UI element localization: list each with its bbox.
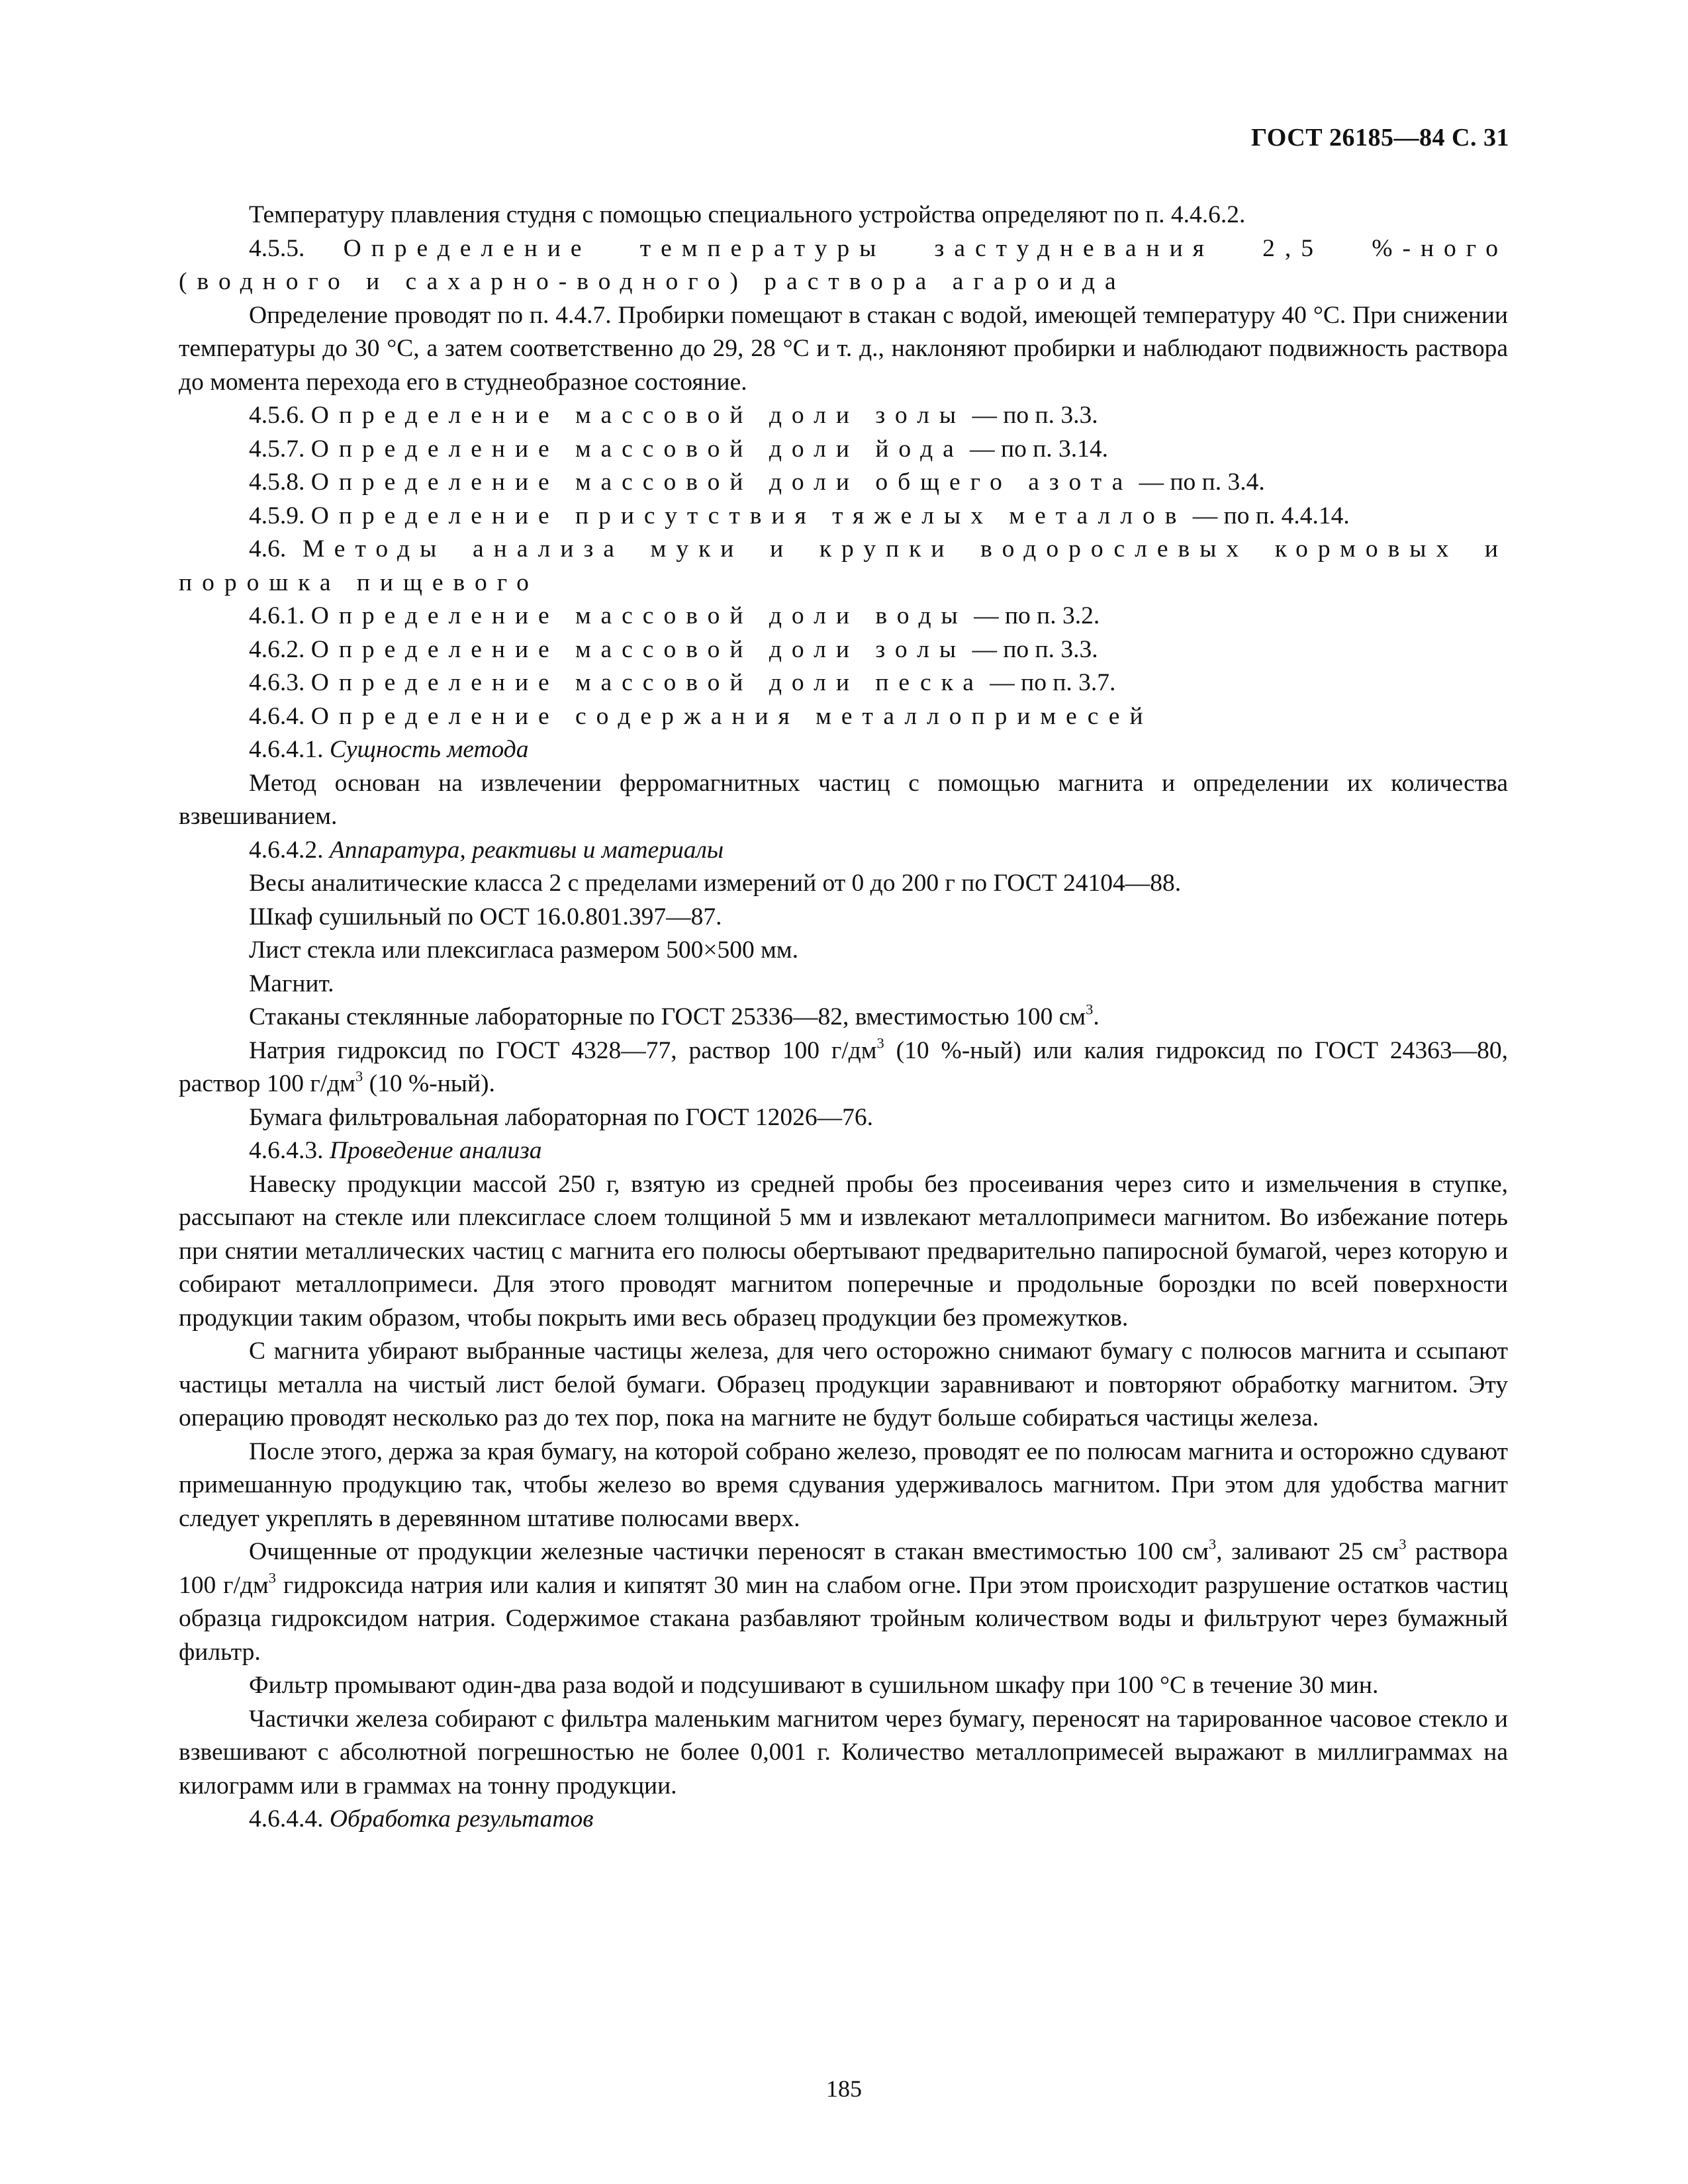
section-reference: — по п. 3.4. <box>1133 469 1265 496</box>
section-reference: — по п. 3.7. <box>983 669 1116 696</box>
section-reference: — по п. 3.14. <box>963 435 1109 463</box>
paragraph: Фильтр промывают один-два раза водой и подсушивают в сушильном шкафу при 100 °С в течение 30 мин. <box>249 1672 1379 1699</box>
subsection-number: 4.6.4.3. <box>249 1137 330 1164</box>
subsection-heading <box>179 834 1508 868</box>
paragraph: Метод основан на извлечении ферромагнитных частиц с помощью магнита и определении их количества взвешиванием. <box>179 769 1508 830</box>
section-title: Определение массовой доли золы <box>310 635 966 663</box>
subsection-heading <box>179 733 1508 767</box>
paragraph: Шкаф сушильный по ОСТ 16.0.801.397—87. <box>249 903 722 931</box>
subsection-number: 4.6.4.1. <box>249 736 330 763</box>
section-heading <box>179 500 1508 533</box>
section-title: Определение массовой доли йода <box>310 435 964 463</box>
section-heading <box>179 700 1508 734</box>
section-number: 4.6.1. <box>249 602 311 629</box>
section-number: 4.6.4. <box>249 702 311 730</box>
paragraph: Стаканы стеклянные лабораторные по ГОСТ 25336—82, вместимостью 100 $см^3$. <box>249 1001 1100 1030</box>
section-title: Определение массовой доли воды <box>310 602 968 629</box>
section-number: 4.6.2. <box>249 635 311 663</box>
section-number: 4.5.5. <box>249 234 344 262</box>
section-reference: — по п. 3.3. <box>966 402 1098 429</box>
paragraph: Натрия гидроксид по ГОСТ 4328—77, раствор 100 $г/дм^3$ (10 %-ный) или калия гидроксид по ГОСТ 24363—80, раствор 100 $г/дм^3$ (10 %-ный). <box>179 1034 1508 1097</box>
page-number: 185 <box>826 2075 862 2102</box>
subsection-title: Проведение анализа <box>329 1137 542 1164</box>
section-heading <box>179 466 1508 500</box>
paragraph: Температуру плавления студня с помощью специального устройства определяют по п. 4.4.6.2. <box>249 201 1246 228</box>
subsection-title: Сущность метода <box>329 736 529 763</box>
subsection-number: 4.6.4.4. <box>249 1805 330 1833</box>
section-reference: — по п. 4.4.14. <box>1186 502 1350 529</box>
section-heading <box>179 399 1508 433</box>
subsection-heading <box>179 1803 1508 1837</box>
section-title: Определение температуры застудневания 2,5 %-ного (водного и сахарно-водного) раствора агароида <box>179 234 1509 295</box>
section-reference: — по п. 3.3. <box>966 635 1098 663</box>
section-title: Определение массовой доли песка <box>310 669 984 696</box>
subsection-title: Обработка результатов <box>329 1805 594 1833</box>
section-heading <box>179 533 1508 600</box>
document-body <box>179 199 1508 1837</box>
section-number: 4.6.3. <box>249 669 311 696</box>
section-title: Определение массовой доли золы <box>310 402 966 429</box>
paragraph: С магнита убирают выбранные частицы железа, для чего осторожно снимают бумагу с полюсов магнита и ссыпают частицы металла на чистый лист белой бумаги. Образец продукции заравнивают и повторяют обработку магнитом. Эту операцию проводят несколько раз до тех пор, пока на магните не будут больше собираться частицы железа. <box>179 1338 1508 1432</box>
section-number: 4.5.8. <box>249 469 311 496</box>
section-number: 4.5.9. <box>249 502 311 529</box>
section-number: 4.5.7. <box>249 435 311 463</box>
subsection-title: Аппаратура, реактивы и материалы <box>329 836 724 864</box>
paragraph: Лист стекла или плексигласа размером 500×500 мм. <box>249 936 798 964</box>
section-heading <box>179 666 1508 700</box>
paragraph: Очищенные от продукции железные частички переносят в стакан вместимостью 100 $см^3$, заливают 25 $см^3$ раствора 100 $г/дм^3$ гидроксида натрия или калия и кипятят 30 мин на слабом огне. При этом происходит разрушение остатков частиц образца гидроксидом натрия. Содержимое стакана разбавляют тройным количеством воды и фильтруют через бумажный фильтр. <box>179 1535 1508 1666</box>
paragraph: Весы аналитические класса 2 с пределами измерений от 0 до 200 г по ГОСТ 24104—88. <box>249 870 1182 897</box>
paragraph: Определение проводят по п. 4.4.7. Пробирки помещают в стакан с водой, имеющей температуру 40 °С. При снижении температуры до 30 °С, а затем соответственно до 29, 28 °С и т. д., наклоняют пробирки и наблюдают подвижность раствора до момента перехода его в студнеобразное состояние. <box>179 301 1508 396</box>
section-heading <box>179 232 1508 299</box>
section-title: Определение массовой доли общего азота <box>310 469 1133 496</box>
subsection-number: 4.6.4.2. <box>249 836 330 864</box>
section-title: Определение присутствия тяжелых металлов <box>310 502 1187 529</box>
section-number: 4.6. <box>249 535 303 563</box>
paragraph: Магнит. <box>249 970 334 997</box>
paragraph: Навеску продукции массой 250 г, взятую из средней пробы без просеивания через сито и измельчения в ступке, рассыпают на стекле или плексигласе слоем толщиной 5 мм и извлекают металлопримеси магнитом. Во избежание потерь при снятии металлических частиц с магнита его полюсы обертывают предварительно папиросной бумагой, через которую и собирают металлопримеси. Для этого проводят магнитом поперечные и продольные бороздки по всей поверхности продукции таким образом, чтобы покрыть ими весь образец продукции без промежутков. <box>179 1170 1508 1332</box>
paragraph: Бумага фильтровальная лабораторная по ГОСТ 12026—76. <box>249 1103 874 1131</box>
page-header: ГОСТ 26185—84 С. 31 <box>1251 124 1509 152</box>
subsection-heading <box>179 1134 1508 1168</box>
paragraph: После этого, держа за края бумагу, на которой собрано железо, проводят ее по полюсам магнита и осторожно сдувают примешанную продукцию так, чтобы железо во время сдувания удерживалось магнитом. При этом для удобства магнит следует укреплять в деревянном штативе полюсами вверх. <box>179 1437 1508 1532</box>
section-heading <box>179 633 1508 667</box>
paragraph: Частички железа собирают с фильтра маленьким магнитом через бумагу, переносят на тарированное часовое стекло и взвешивают с абсолютной погрешностью не более 0,001 г. Количество металлопримесей выражают в миллиграммах на килограмм или в граммах на тонну продукции. <box>179 1705 1508 1799</box>
section-title: Методы анализа муки и крупки водорослевых кормовых и порошка пищевого <box>179 535 1508 596</box>
section-heading <box>179 433 1508 467</box>
section-title: Определение содержания металлопримесей <box>310 702 1153 730</box>
section-number: 4.5.6. <box>249 402 311 429</box>
section-reference: — по п. 3.2. <box>967 602 1100 629</box>
section-heading <box>179 600 1508 633</box>
